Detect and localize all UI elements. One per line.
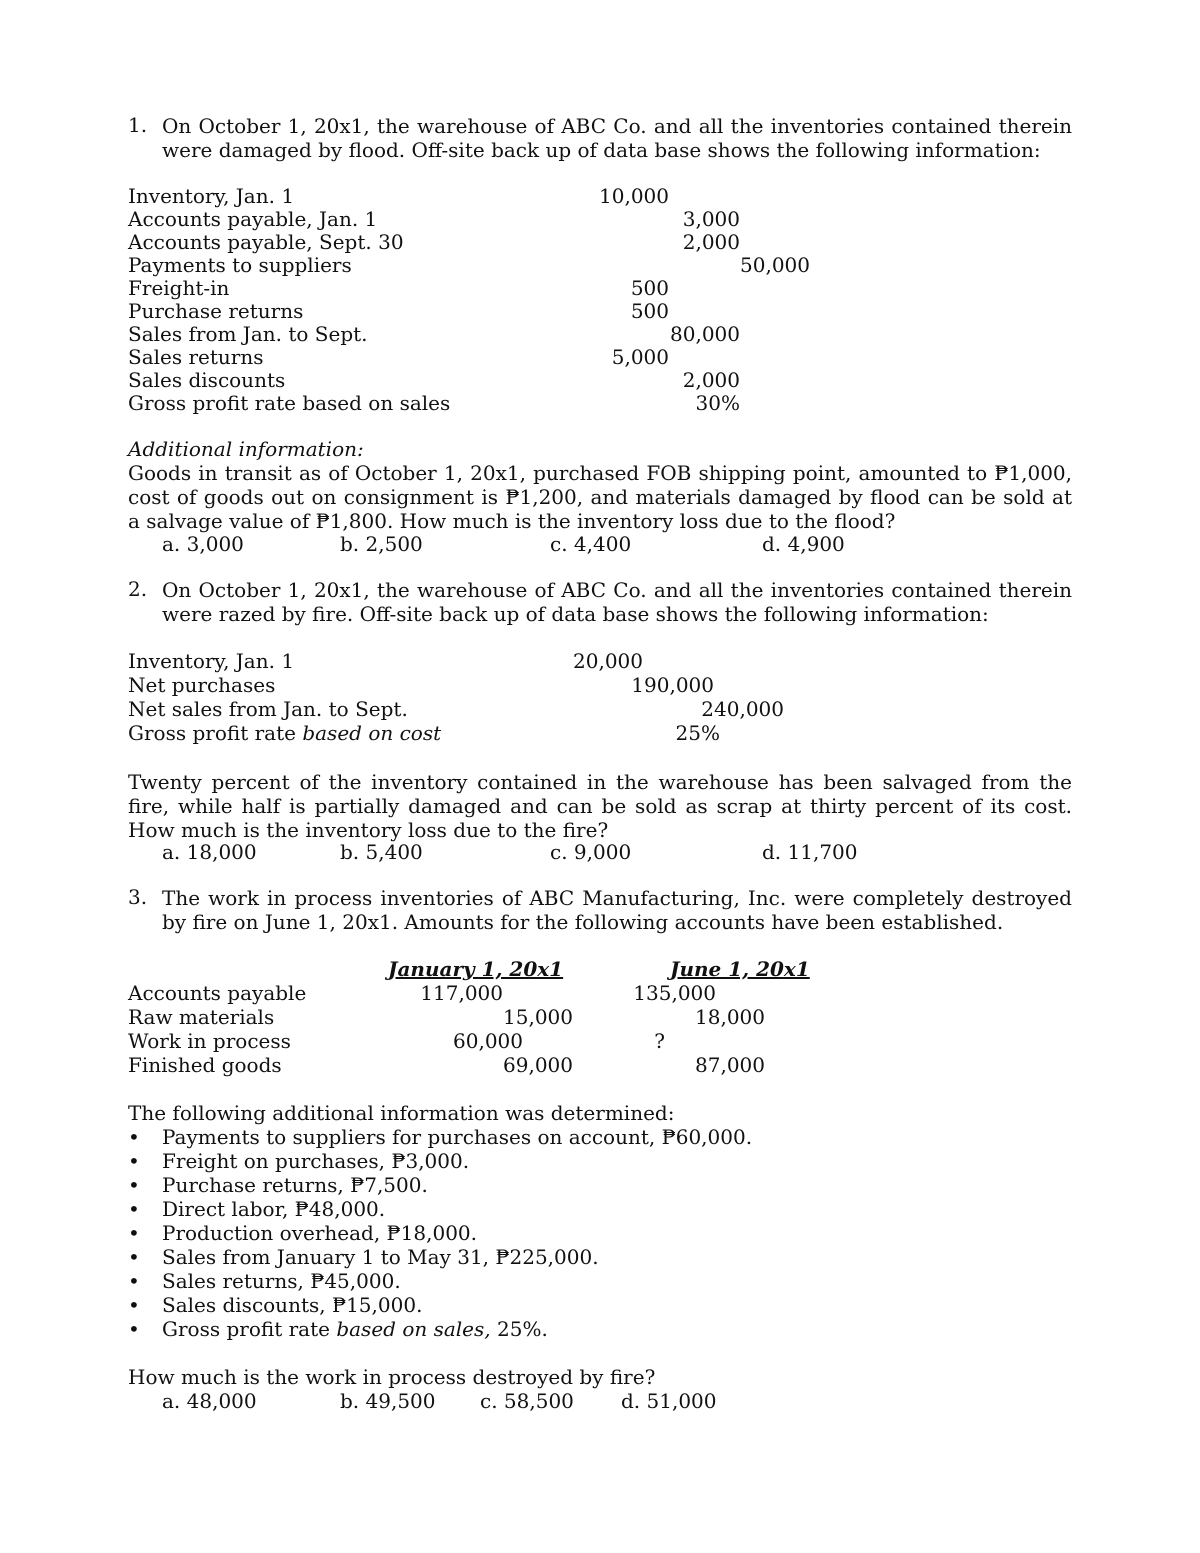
- row-value: 25%: [675, 721, 720, 745]
- row-label: [128, 722, 441, 745]
- row-value: 2,000: [682, 368, 740, 392]
- row-value-jun: 87,000: [695, 1053, 765, 1077]
- choice-d: d. 51,000: [621, 1389, 717, 1413]
- bullet-item: Production overhead, ₱18,000.: [162, 1221, 478, 1245]
- choice-a: a. 48,000: [162, 1389, 257, 1413]
- column-header-jun: June 1, 20x1: [670, 957, 810, 981]
- row-label: Accounts payable, Sept. 30: [128, 230, 404, 254]
- bullet-item: Purchase returns, ₱7,500.: [162, 1173, 428, 1197]
- row-value-jun: 18,000: [695, 1005, 765, 1029]
- row-label: Inventory, Jan. 1: [128, 649, 295, 673]
- question-number: 3.: [128, 885, 148, 909]
- question-number: 1.: [128, 113, 148, 137]
- row-value: 80,000: [670, 322, 740, 346]
- row-value: 190,000: [631, 673, 714, 697]
- bullet-item: Sales from January 1 to May 31, ₱225,000.: [162, 1245, 599, 1269]
- bullet-icon: •: [128, 1125, 140, 1149]
- row-label: Net purchases: [128, 673, 276, 697]
- bullet-item: Sales discounts, ₱15,000.: [162, 1293, 423, 1317]
- row-value-jan: 117,000: [420, 981, 503, 1005]
- row-value-jan: 15,000: [503, 1005, 573, 1029]
- question-intro: On October 1, 20x1, the warehouse of ABC Co. and all the inventories contained therein were razed by fire. Off-site back up of data base shows the following information:: [162, 578, 1072, 626]
- row-label: Payments to suppliers: [128, 253, 352, 277]
- row-label: Inventory, Jan. 1: [128, 184, 295, 208]
- row-label: Work in process: [128, 1029, 291, 1053]
- additional-heading: Additional information:: [128, 437, 364, 461]
- question-intro: On October 1, 20x1, the warehouse of ABC Co. and all the inventories contained therein were damaged by flood. Off-site back up of data base shows the following information:: [162, 114, 1072, 162]
- row-label: Raw materials: [128, 1005, 275, 1029]
- question-number: 2.: [128, 577, 148, 601]
- row-value: 5,000: [611, 345, 669, 369]
- choice-a: a. 3,000: [162, 532, 244, 556]
- row-label: Net sales from Jan. to Sept.: [128, 697, 408, 721]
- row-label: Accounts payable: [128, 981, 307, 1005]
- row-label: Sales returns: [128, 345, 264, 369]
- additional-intro: The following additional information was determined:: [128, 1101, 675, 1125]
- bullet-item: [162, 1318, 548, 1341]
- row-label-plain: Gross profit rate: [128, 721, 303, 745]
- choice-a: a. 18,000: [162, 840, 257, 864]
- row-value-jan: 69,000: [503, 1053, 573, 1077]
- row-label: Finished goods: [128, 1053, 282, 1077]
- choice-b: b. 5,400: [340, 840, 423, 864]
- choice-d: d. 4,900: [762, 532, 845, 556]
- choice-c: c. 4,400: [550, 532, 632, 556]
- row-value: 240,000: [701, 697, 784, 721]
- bullet-icon: •: [128, 1173, 140, 1197]
- bullet-item: Freight on purchases, ₱3,000.: [162, 1149, 470, 1173]
- bullet-item-italic: based on sales,: [336, 1317, 491, 1341]
- row-value: 2,000: [682, 230, 740, 254]
- bullet-item: Direct labor, ₱48,000.: [162, 1197, 386, 1221]
- choice-c: c. 58,500: [480, 1389, 574, 1413]
- bullet-item-plain: Gross profit rate: [162, 1317, 337, 1341]
- bullet-icon: •: [128, 1269, 140, 1293]
- bullet-icon: •: [128, 1221, 140, 1245]
- choice-b: b. 49,500: [340, 1389, 436, 1413]
- row-value: 10,000: [599, 184, 669, 208]
- row-label: Sales from Jan. to Sept.: [128, 322, 368, 346]
- row-value: 50,000: [740, 253, 810, 277]
- row-value: 30%: [695, 391, 740, 415]
- column-header-jan: January 1, 20x1: [388, 957, 564, 981]
- question-intro: The work in process inventories of ABC Manufacturing, Inc. were completely destroyed by fire on June 1, 20x1. Amounts for the following accounts have been established.: [162, 886, 1072, 934]
- row-label: Gross profit rate based on sales: [128, 391, 451, 415]
- bullet-icon: •: [128, 1317, 140, 1341]
- additional-text: Goods in transit as of October 1, 20x1, purchased FOB shipping point, amounted to ₱1,000, cost of goods out on consignment is ₱1,200, and materials damaged by flood can be sold at a salvage value of ₱1,800. How much is the inventory loss due to the flood?: [128, 461, 1072, 533]
- bullet-item: Sales returns, ₱45,000.: [162, 1269, 401, 1293]
- bullet-icon: •: [128, 1245, 140, 1269]
- choice-b: b. 2,500: [340, 532, 423, 556]
- bullet-item-end: 25%.: [490, 1317, 548, 1341]
- bullet-icon: •: [128, 1293, 140, 1317]
- bullet-icon: •: [128, 1197, 140, 1221]
- row-label-italic: based on cost: [302, 721, 442, 745]
- bullet-icon: •: [128, 1149, 140, 1173]
- row-label: Accounts payable, Jan. 1: [128, 207, 378, 231]
- row-value-jun: ?: [654, 1029, 665, 1053]
- bullet-item: Payments to suppliers for purchases on account, ₱60,000.: [162, 1125, 753, 1149]
- row-value: 20,000: [573, 649, 643, 673]
- question-paragraph: Twenty percent of the inventory contained in the warehouse has been salvaged from the fire, while half is partially damaged and can be sold as scrap at thirty percent of its cost. How much is the inventory loss due to the fire?: [128, 770, 1072, 842]
- row-value-jan: 60,000: [453, 1029, 523, 1053]
- row-value: 500: [630, 276, 669, 300]
- row-label: Purchase returns: [128, 299, 304, 323]
- choice-c: c. 9,000: [550, 840, 632, 864]
- row-value-jun: 135,000: [633, 981, 716, 1005]
- row-label: Sales discounts: [128, 368, 286, 392]
- row-label: Freight-in: [128, 276, 230, 300]
- question-text: How much is the work in process destroyed by fire?: [128, 1365, 656, 1389]
- choice-d: d. 11,700: [762, 840, 858, 864]
- row-value: 3,000: [682, 207, 740, 231]
- row-value: 500: [630, 299, 669, 323]
